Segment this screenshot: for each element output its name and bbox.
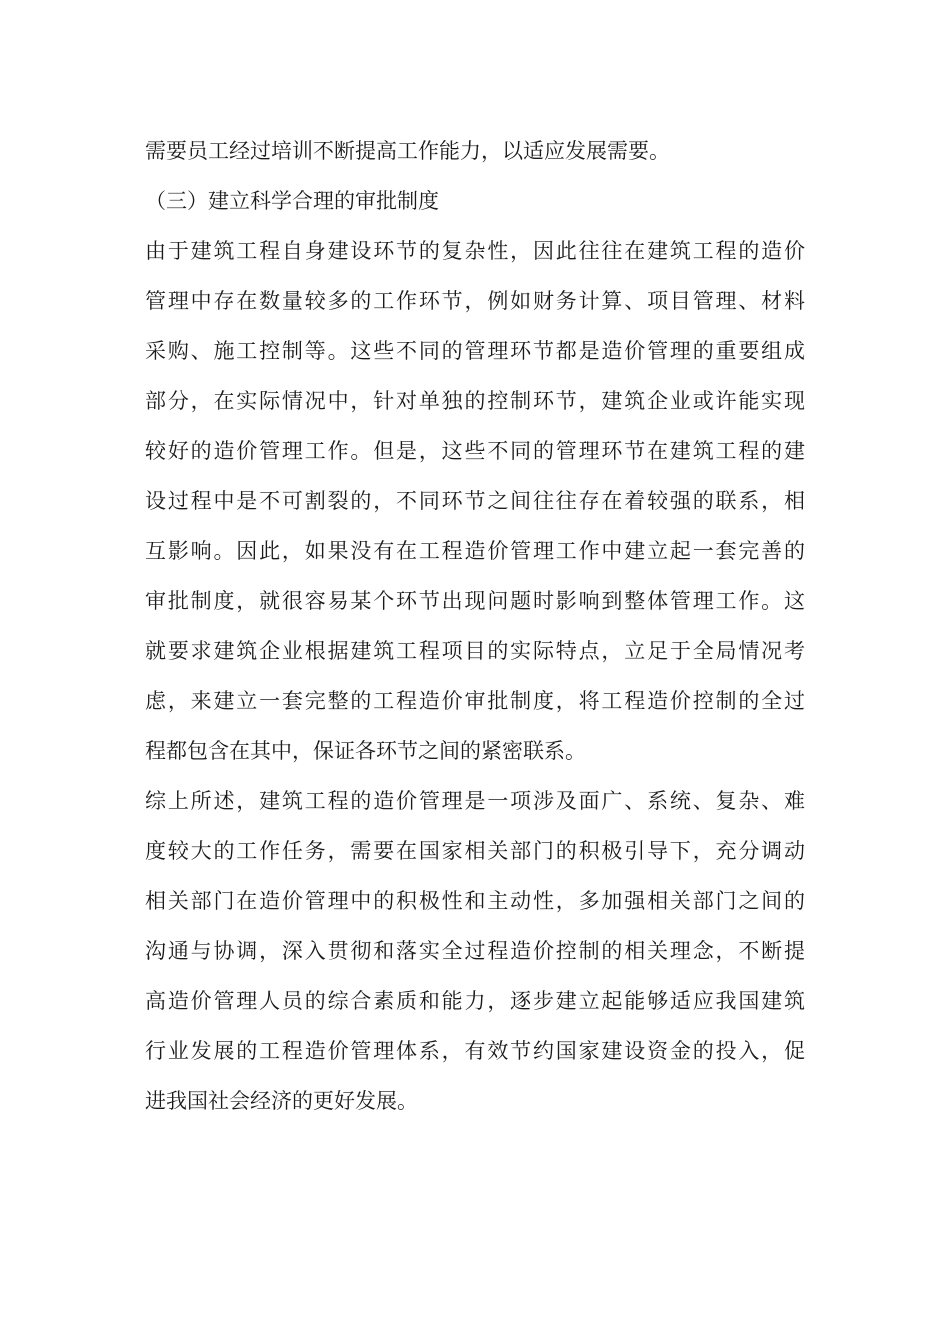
text-line: 虑，来建立一套完整的工程造价审批制度，将工程造价控制的全过 [145,689,805,713]
text-line: 进我国社会经济的更好发展。 [145,1089,418,1113]
text-line: 程都包含在其中，保证各环节之间的紧密联系。 [145,739,586,763]
text-line: 由于建筑工程自身建设环节的复杂性，因此往往在建筑工程的造价 [145,239,805,263]
text-line: 审批制度，就很容易某个环节出现问题时影响到整体管理工作。这 [145,589,805,613]
text-line: 高造价管理人员的综合素质和能力，逐步建立起能够适应我国建筑 [145,989,805,1013]
text-line: 较好的造价管理工作。但是，这些不同的管理环节在建筑工程的建 [145,439,805,463]
text-line: 部分，在实际情况中，针对单独的控制环节，建筑企业或许能实现 [145,389,805,413]
section-heading: （三）建立科学合理的审批制度 [145,189,439,213]
text-line: 综上所述，建筑工程的造价管理是一项涉及面广、系统、复杂、难 [145,789,805,813]
text-line: 就要求建筑企业根据建筑工程项目的实际特点，立足于全局情况考 [145,639,805,663]
text-line: 行业发展的工程造价管理体系，有效节约国家建设资金的投入，促 [145,1039,805,1063]
text-line: 需要员工经过培训不断提高工作能力，以适应发展需要。 [145,139,670,163]
text-line: 相关部门在造价管理中的积极性和主动性，多加强相关部门之间的 [145,889,805,913]
text-line: 设过程中是不可割裂的，不同环节之间往往存在着较强的联系，相 [145,489,805,513]
text-line: 度较大的工作任务，需要在国家相关部门的积极引导下，充分调动 [145,839,805,863]
text-line: 管理中存在数量较多的工作环节，例如财务计算、项目管理、材料 [145,289,805,313]
text-line: 沟通与协调，深入贯彻和落实全过程造价控制的相关理念，不断提 [145,939,805,963]
text-line: 互影响。因此，如果没有在工程造价管理工作中建立起一套完善的 [145,539,805,563]
text-line: 采购、施工控制等。这些不同的管理环节都是造价管理的重要组成 [145,339,805,363]
